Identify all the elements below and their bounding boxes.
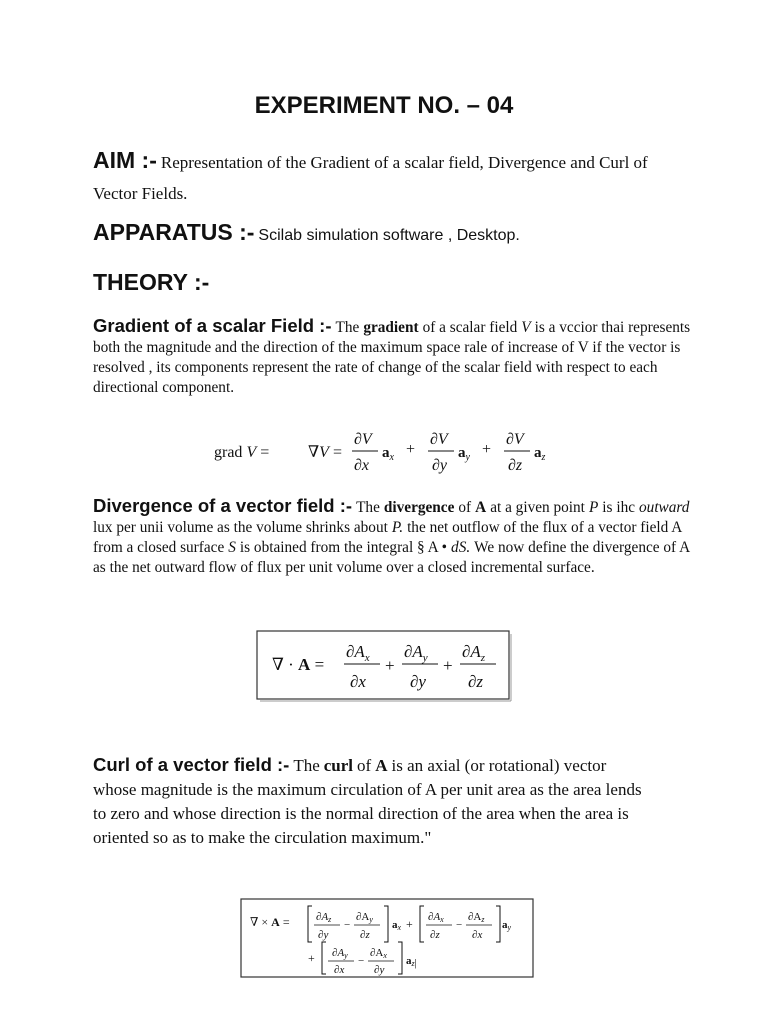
curl-text-3: is an axial (or rotational) vector whose magnitude is the maximum circulation of A per unit area as the area lends to zero and whose direction is the normal direction of the area when the area is oriented so as to make the circulation maximum." [93,756,642,847]
theory-heading: THEORY :- [93,269,210,295]
svg-text:∂Ay: $\partial A_y$ [404,642,428,664]
divergence-text-4: is ihc [602,499,636,516]
gradient-text-3: is a vccior thai represents both the magnitude and the direction of the maximum space rale of increase of V if the vector is resolved , its components represent the rate of change of the scalar field with respect to each directional component. [93,319,691,396]
svg-text:∂x: ∂x [472,929,483,941]
svg-text:+: + [443,656,453,675]
svg-text:∂Az: ∂Az [468,911,485,924]
svg-text:−: − [456,919,463,931]
svg-text:∇ · A =: ∇ · A = [272,655,325,674]
svg-text:∂Az: $\partial A_z$ [462,642,486,664]
svg-text:∂z: ∂z [468,672,484,691]
svg-text:∂Ax: ∂Ax [370,947,387,960]
svg-text:az|: az| [406,955,417,969]
svg-text:+: + [482,441,492,458]
svg-text:∂Az: ∂Az [316,911,332,924]
gradient-text-1: The [335,319,360,336]
aim-section [93,145,693,210]
apparatus-section [93,219,713,246]
apparatus-text: Scilab simulation software , Desktop. [258,227,520,244]
divergence-text-6: the net outflow of the flux of a vector field A from a closed surface [93,519,682,556]
svg-text:∂y: ∂y [318,929,329,941]
gradient-equation [210,424,570,480]
curl-equation [240,898,536,980]
divergence-text-8: We now define the divergence of A as the net outward flow of flux per unit volume over a closed incremental surface. [93,539,690,576]
gradient-text-2: of a scalar field [422,319,518,336]
svg-text:∇ × A =: ∇ × A = [250,915,290,929]
svg-text:ay: ay [502,919,512,932]
svg-text:∂V: ∂V [430,431,448,448]
divergence-label: Divergence of a vector field :- [93,495,353,516]
divergence-section [93,496,693,578]
gradient-bold-term: gradient [363,319,419,336]
svg-text:∂x: ∂x [350,672,366,691]
svg-text:ay: $a_y$ [458,445,470,463]
svg-text:+: + [385,656,395,675]
gradient-section [93,316,693,398]
aim-text: Representation of the Gradient of a scalar field, Divergence and Curl of Vector Fields. [93,153,648,203]
svg-text:∂Ay: ∂Ay [356,911,373,924]
divergence-bold-term: divergence [383,499,455,516]
curl-text-1: The [293,756,320,775]
svg-text:az: $a_z$ [534,445,546,463]
divergence-point-p: P [588,499,599,516]
svg-text:−: − [344,919,351,931]
divergence-outward: outward [639,499,690,516]
svg-text:+: + [406,441,416,458]
divergence-point-p2: P. [391,519,404,536]
divergence-text-2: of [458,499,472,516]
curl-bold-a: A [375,756,388,775]
svg-text:ax: ax [392,919,402,932]
svg-text:∂Ax: $\partial A_x$ [346,642,370,664]
divergence-ds: dS. [451,539,471,556]
svg-text:∂z: ∂z [430,929,440,941]
gradient-label: Gradient of a scalar Field :- [93,315,332,336]
svg-text:ax: $a_x$ [382,445,394,463]
curl-text-2: of [357,756,372,775]
divergence-text-1: The [356,499,380,516]
divergence-surface-s: S [228,539,236,556]
svg-text:∂V: ∂V [506,431,524,448]
svg-text:∂z: ∂z [508,457,523,474]
svg-text:∂V: ∂V [354,431,372,448]
curl-section [93,753,653,850]
svg-text:+: + [406,917,413,931]
page-title: EXPERIMENT NO. – 04 [254,92,514,119]
svg-text:∂Ax: ∂Ax [428,911,444,924]
divergence-text-7: is obtained from the integral § A • [239,539,448,556]
svg-text:∂x: ∂x [354,457,370,474]
svg-text:+: + [308,951,315,965]
svg-text:∂z: ∂z [360,929,370,941]
svg-text:∇V =: ∇V = [308,444,342,461]
divergence-equation [256,630,512,702]
svg-text:∂x: ∂x [334,964,345,976]
divergence-text-3: at a given point [490,499,585,516]
aim-label: AIM :- [93,147,157,173]
svg-text:∂y: ∂y [374,964,385,976]
divergence-text-5: lux per unii volume as the volume shrinks about [93,519,388,536]
gradient-var-v: V [521,319,531,336]
apparatus-label: APPARATUS :- [93,219,255,245]
divergence-bold-a: A [475,499,487,516]
curl-bold-term: curl [323,756,354,775]
curl-label: Curl of a vector field :- [93,754,290,775]
svg-text:grad V =: grad V = [214,444,270,461]
svg-text:−: − [358,955,365,967]
svg-text:∂y: ∂y [432,457,448,474]
svg-text:∂Ay: ∂Ay [332,947,348,960]
svg-text:∂y: ∂y [410,672,426,691]
